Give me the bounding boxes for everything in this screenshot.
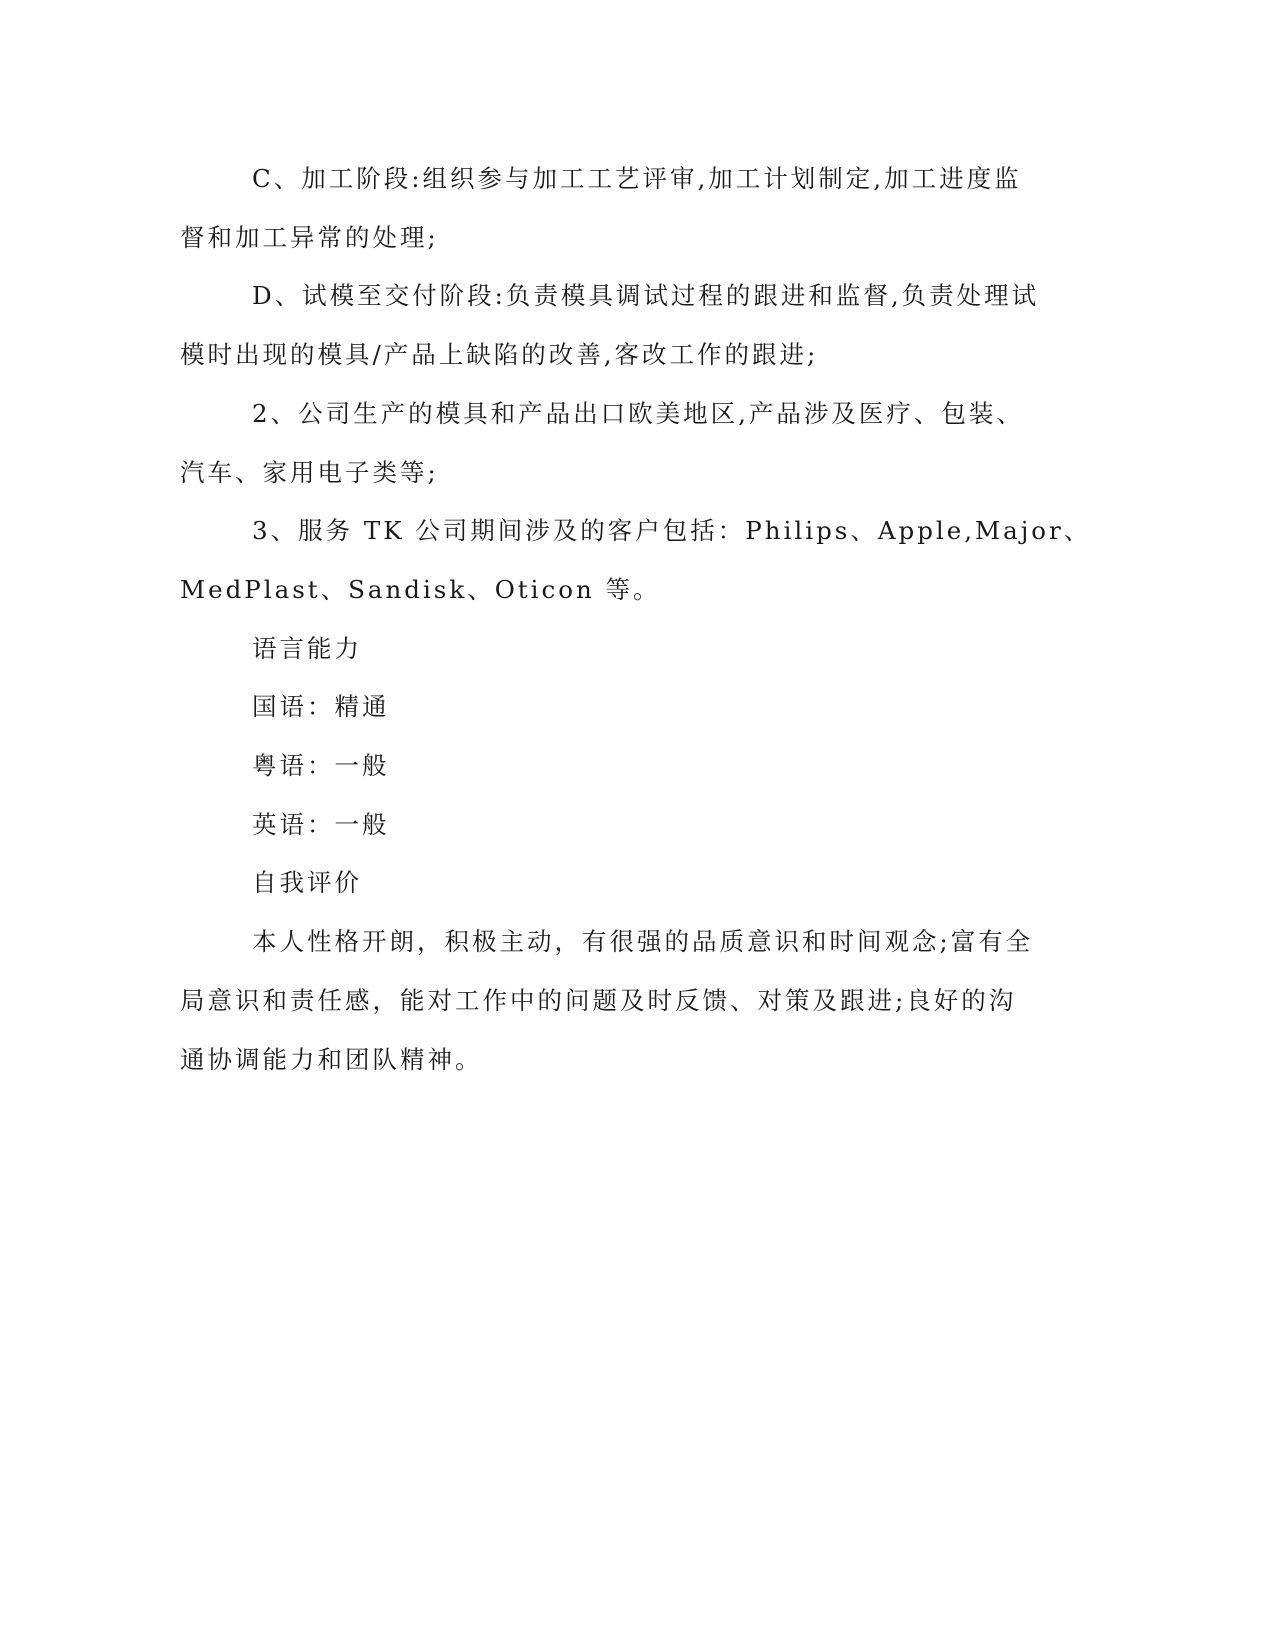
- language-cantonese: 粤语：一般: [252, 751, 390, 781]
- section-heading-language: 语言能力: [252, 633, 362, 663]
- text-line: 汽车、家用电子类等;: [180, 457, 439, 487]
- language-mandarin: 国语：精通: [252, 692, 390, 722]
- text-line: 2、公司生产的模具和产品出口欧美地区,产品涉及医疗、包装、: [252, 398, 1024, 428]
- section-heading-self-evaluation: 自我评价: [252, 868, 362, 898]
- language-english: 英语：一般: [252, 809, 390, 839]
- text-line: D、试模至交付阶段:负责模具调试过程的跟进和监督,负责处理试: [252, 281, 1040, 311]
- text-line: 本人性格开朗，积极主动，有很强的品质意识和时间观念;富有全: [252, 927, 1034, 957]
- text-line: C、加工阶段:组织参与加工工艺评审,加工计划制定,加工进度监: [252, 164, 1022, 193]
- text-line: 局意识和责任感，能对工作中的问题及时反馈、对策及跟进;良好的沟: [180, 985, 1017, 1015]
- text-line: 3、服务 TK 公司期间涉及的客户包括：Philips、Apple,Major、: [252, 516, 1092, 546]
- text-line: 通协调能力和团队精神。: [180, 1044, 483, 1074]
- text-line: 督和加工异常的处理;: [180, 222, 439, 252]
- text-line: 模时出现的模具/产品上缺陷的改善,客改工作的跟进;: [180, 340, 819, 370]
- text-line: MedPlast、Sandisk、Oticon 等。: [180, 574, 661, 604]
- document-body: [180, 150, 1092, 1089]
